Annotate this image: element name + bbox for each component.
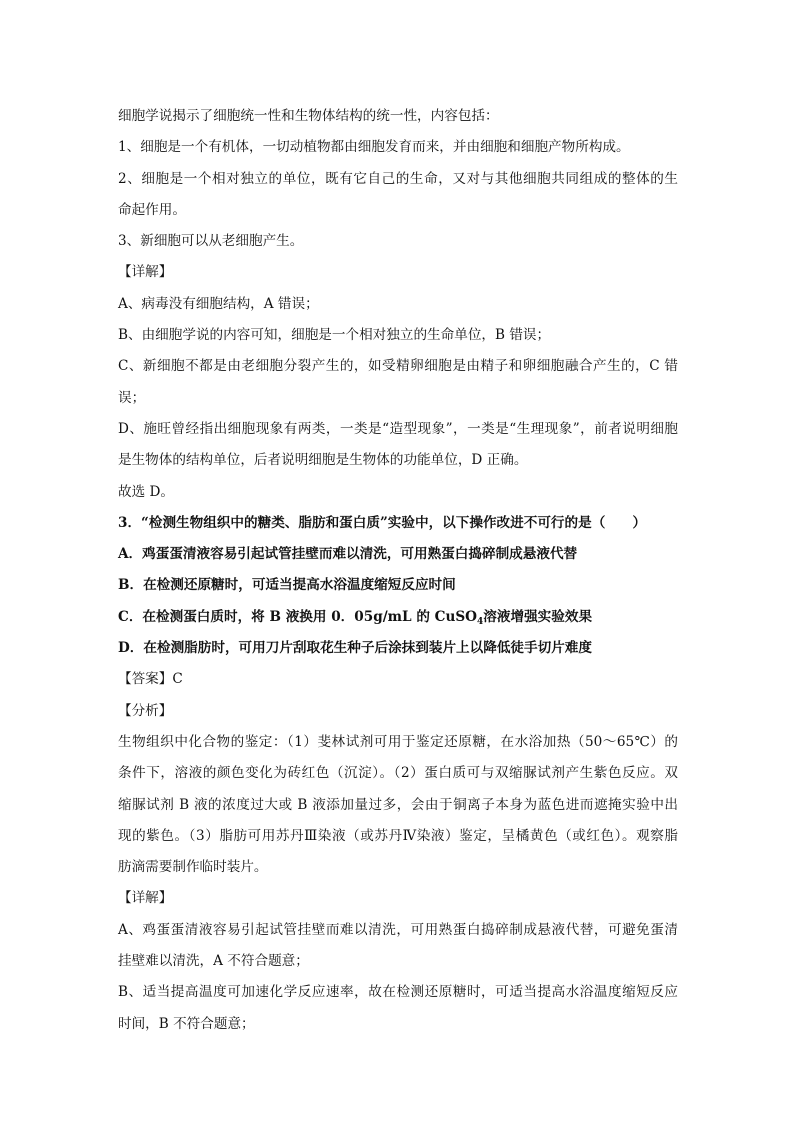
answer-line: 【答案】C xyxy=(118,671,183,688)
text-line: B、由细胞学说的内容可知，细胞是一个相对独立的生命单位，B 错误； xyxy=(118,327,551,344)
option-a: A．鸡蛋蛋清液容易引起试管挂壁而难以清洗，可用熟蛋白捣碎制成悬液代替 xyxy=(118,546,578,563)
section-heading: 【详解】 xyxy=(118,264,173,281)
text-line: 2、细胞是一个相对独立的单位，既有它自己的生命，又对与其他细胞共同组成的整体的生 xyxy=(118,170,678,187)
section-heading: 【详解】 xyxy=(118,890,173,907)
text-line: 缩脲试剂 B 液的浓度过大或 B 液添加量过多，会由于铜离子本身为蓝色进而遮掩实验中出 xyxy=(118,796,678,813)
text-line: 3、新细胞可以从老细胞产生。 xyxy=(118,233,304,250)
text-line: D、施旺曾经指出细胞现象有两类，一类是“造型现象”，一类是“生理现象”，前者说明细胞 xyxy=(118,420,678,437)
page-content xyxy=(118,101,678,1040)
option-c-text-end: 溶液增强实验效果 xyxy=(483,608,593,625)
text-line: 条件下，溶液的颜色变化为砖红色（沉淀）。（2）蛋白质可与双缩脲试剂产生紫色反应。双 xyxy=(118,765,678,782)
text-line: 1、细胞是一个有机体，一切动植物都由细胞发育而来，并由细胞和细胞产物所构成。 xyxy=(118,139,630,156)
text-line: 挂壁难以清洗，A 不符合题意； xyxy=(118,953,309,970)
subscript: 4 xyxy=(477,616,484,627)
text-line: C、新细胞不都是由老细胞分裂产生的，如受精卵细胞是由精子和卵细胞融合产生的，C 错 xyxy=(118,358,678,375)
text-line: 误； xyxy=(118,389,146,406)
text-line: 时间，B 不符合题意； xyxy=(118,1015,255,1032)
text-line: 肪滴需要制作临时装片。 xyxy=(118,859,268,876)
option-c xyxy=(118,602,678,633)
text-line: A、鸡蛋蛋清液容易引起试管挂壁而难以清洗，可用熟蛋白捣碎制成悬液代替，可避免蛋清 xyxy=(118,921,678,938)
text-line: A、病毒没有细胞结构，A 错误； xyxy=(118,295,319,312)
text-line: 是生物体的结构单位，后者说明细胞是生物体的功能单位，D 正确。 xyxy=(118,452,528,469)
text-line: 细胞学说揭示了细胞统一性和生物体结构的统一性，内容包括： xyxy=(118,108,499,124)
section-heading: 【分析】 xyxy=(118,702,173,719)
text-line: 命起作用。 xyxy=(118,201,186,218)
text-line: 故选 D。 xyxy=(118,483,175,500)
option-d: D．在检测脂肪时，可用刀片刮取花生种子后涂抹到装片上以降低徒手切片难度 xyxy=(118,640,592,657)
text-line: 生物组织中化合物的鉴定：（1）斐林试剂可用于鉴定还原糖，在水浴加热（50～65℃）的 xyxy=(118,733,678,750)
option-b: B．在检测还原糖时，可适当提高水浴温度缩短反应时间 xyxy=(118,577,456,594)
text-line: B、适当提高温度可加速化学反应速率，故在检测还原糖时，可适当提高水浴温度缩短反应 xyxy=(118,984,678,1001)
option-c-text: C．在检测蛋白质时，将 B 液换用 0．05g/mL 的 CuSO xyxy=(118,608,478,625)
question-stem: 3．“检测生物组织中的糖类、脂肪和蛋白质”实验中，以下操作改进不可行的是（ ） xyxy=(118,514,647,531)
text-line: 现的紫色。（3）脂肪可用苏丹Ⅲ染液（或苏丹Ⅳ染液）鉴定，呈橘黄色（或红色）。观察脂 xyxy=(118,827,678,844)
